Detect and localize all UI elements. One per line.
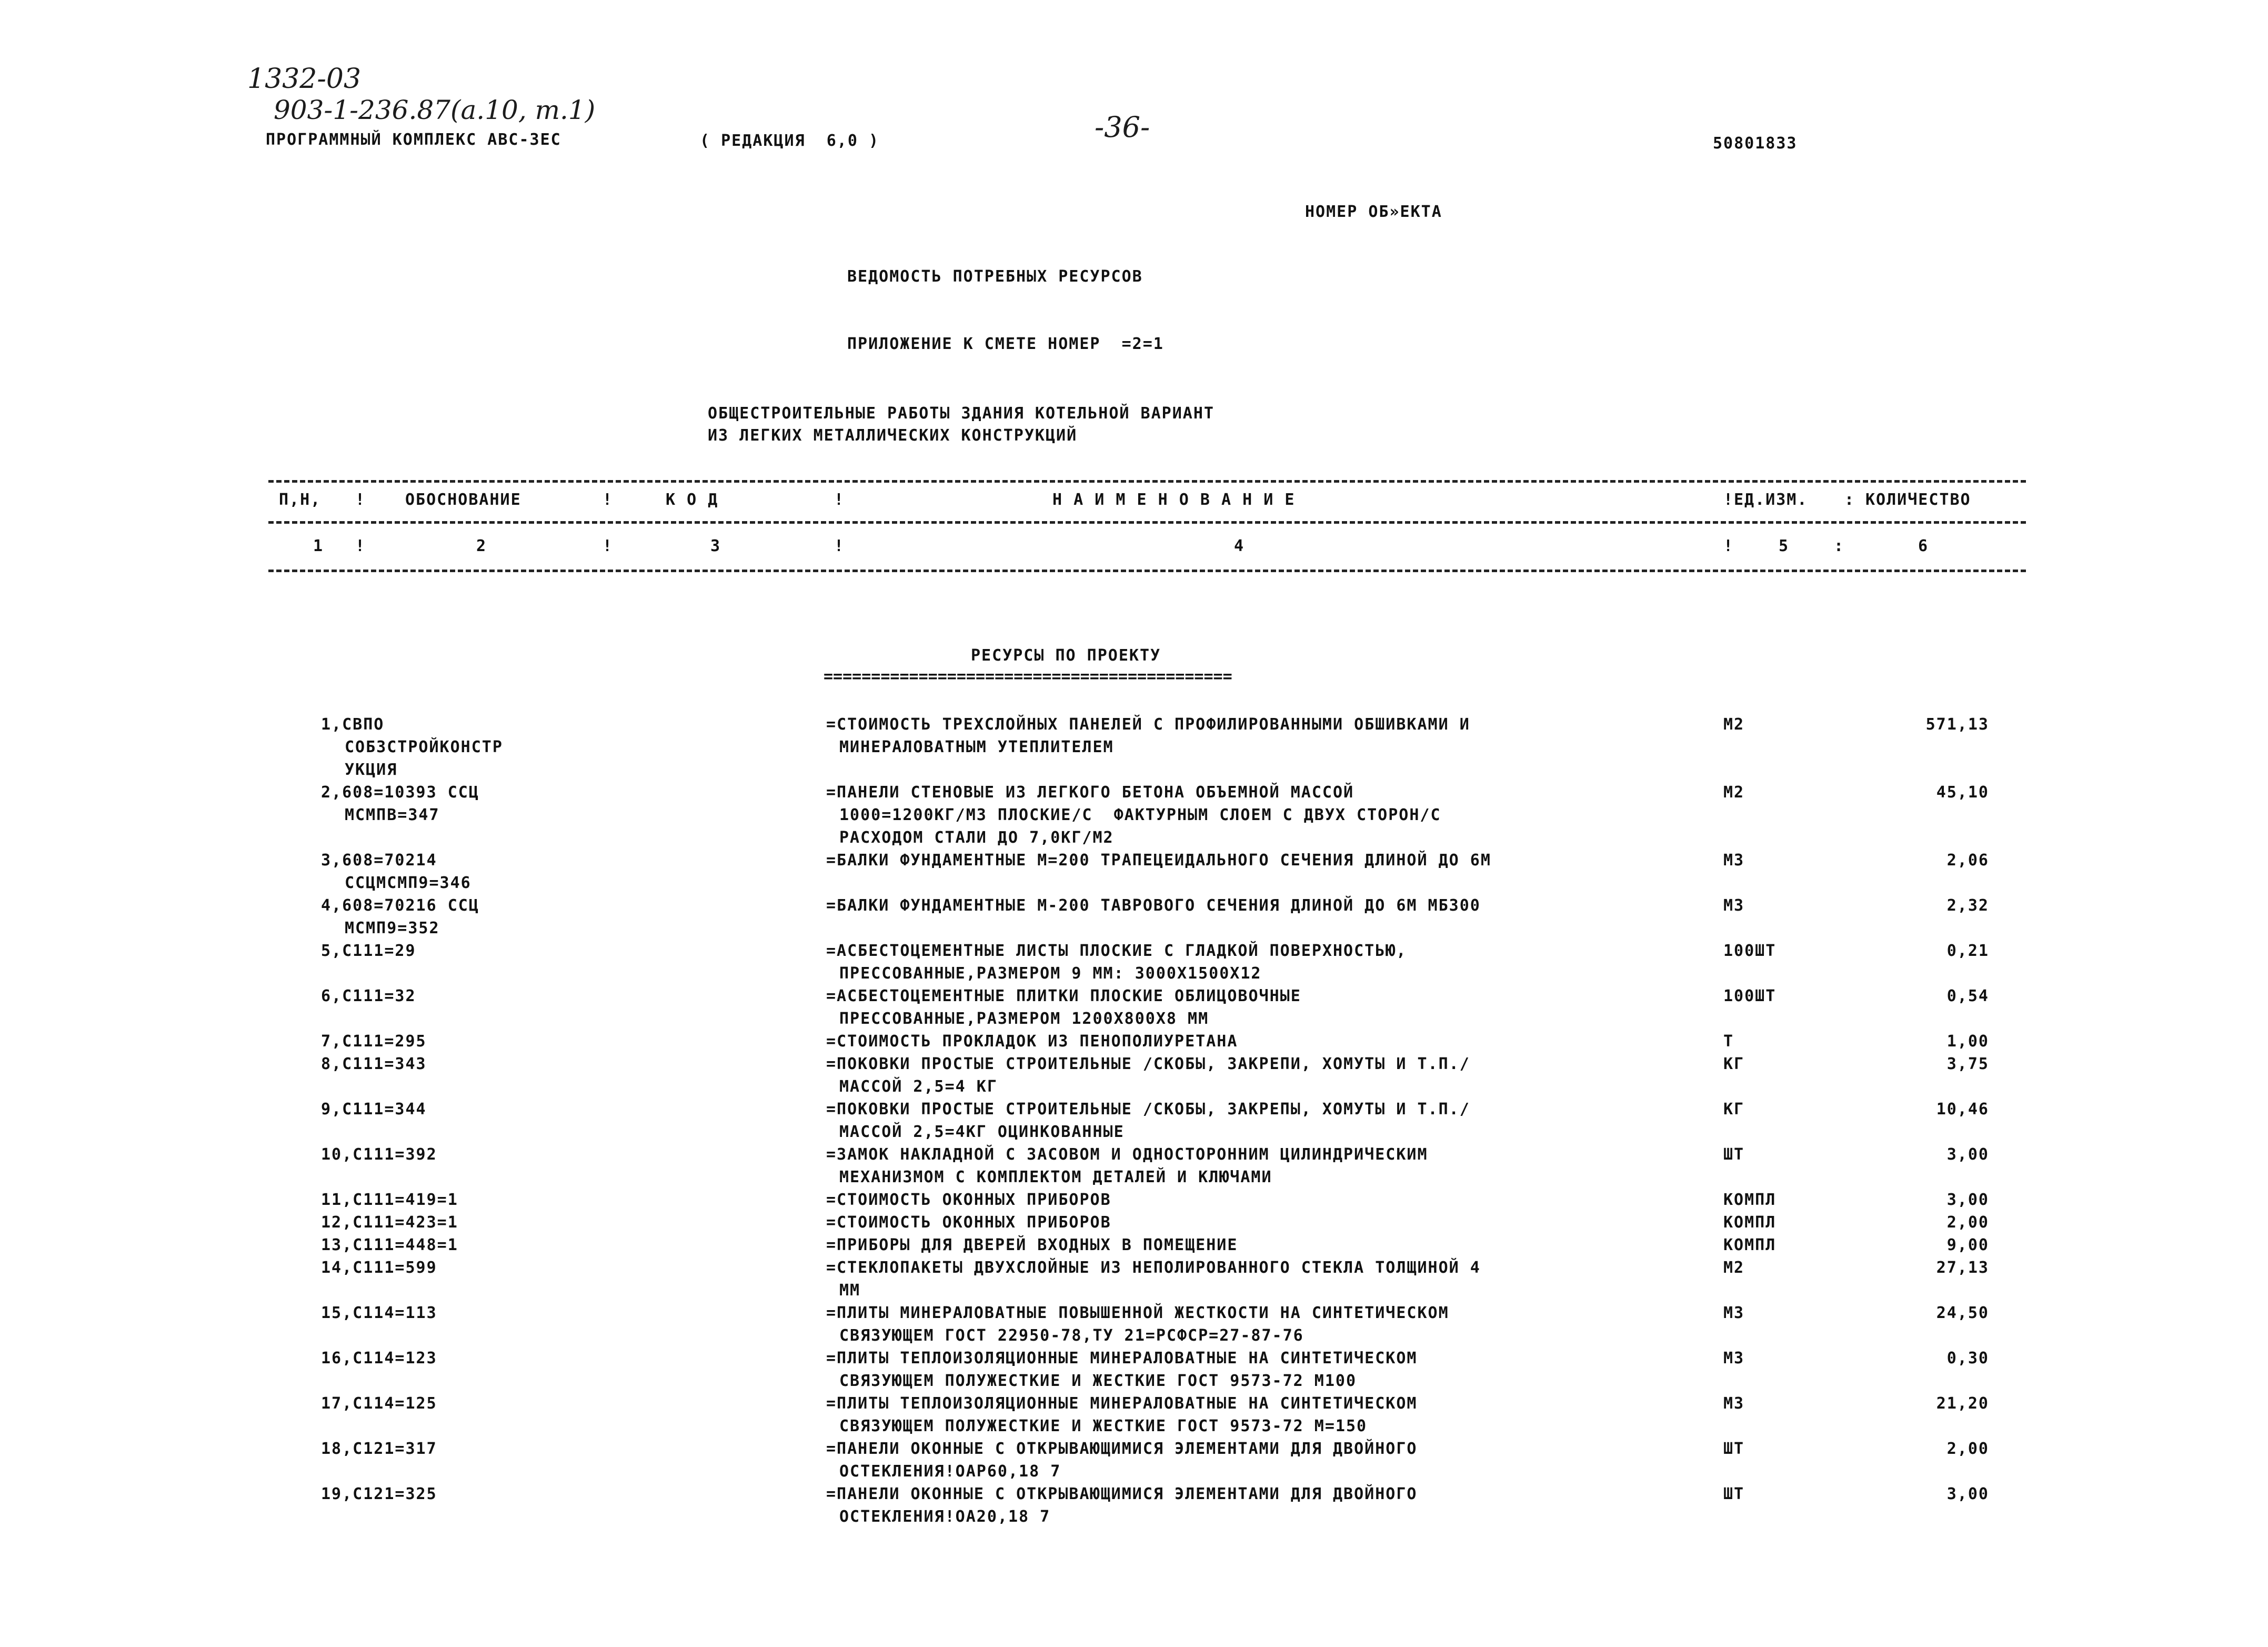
row-basis-line: 19,С121=325 bbox=[321, 1485, 437, 1503]
row-name-line: 1000=1200КГ/М3 ПЛОСКИЕ/С ФАКТУРНЫМ СЛОЕМ С ДВУХ СТОРОН/С bbox=[839, 806, 1441, 824]
row-name-line: =ЗАМОК НАКЛАДНОЙ С ЗАСОВОМ И ОДНОСТОРОННИМ ЦИЛИНДРИЧЕСКИМ bbox=[826, 1145, 1428, 1164]
row-unit: М2 bbox=[1723, 715, 1745, 734]
row-basis-line: 15,С114=113 bbox=[321, 1304, 437, 1322]
row-basis-line: МСМП9=352 bbox=[345, 919, 440, 937]
row-quantity: 10,46 bbox=[1936, 1100, 1989, 1119]
row-unit: КГ bbox=[1723, 1100, 1745, 1119]
work-description-line2: ИЗ ЛЕГКИХ МЕТАЛЛИЧЕСКИХ КОНСТРУКЦИЙ bbox=[708, 426, 1078, 445]
row-quantity: 9,00 bbox=[1946, 1236, 1989, 1254]
row-name-line: МАССОЙ 2,5=4КГ ОЦИНКОВАННЫЕ bbox=[839, 1123, 1125, 1141]
document-id: 50801833 bbox=[1713, 134, 1798, 153]
row-basis-line: 2,608=10393 ССЦ bbox=[321, 783, 479, 802]
row-number-basis bbox=[321, 940, 795, 962]
program-label: ПРОГРАММНЫЙ КОМПЛЕКС АВС-3ЕС bbox=[266, 131, 561, 149]
row-basis-line: 16,С114=123 bbox=[321, 1349, 437, 1367]
row-name-line: МИНЕРАЛОВАТНЫМ УТЕПЛИТЕЛЕМ bbox=[839, 738, 1114, 756]
row-name-line: =БАЛКИ ФУНДАМЕНТНЫЕ М-200 ТАВРОВОГО СЕЧЕНИЯ ДЛИНОЙ ДО 6М МБ300 bbox=[826, 896, 1481, 915]
row-resource-name bbox=[826, 1302, 1694, 1347]
row-name-line: =ПАНЕЛИ ОКОННЫЕ С ОТКРЫВАЮЩИМИСЯ ЭЛЕМЕНТАМИ ДЛЯ ДВОЙНОГО bbox=[826, 1485, 1418, 1503]
col-header-qty: КОЛИЧЕСТВО bbox=[1865, 491, 1971, 509]
row-basis-line: 18,С121=317 bbox=[321, 1440, 437, 1458]
row-number-basis bbox=[321, 894, 795, 940]
row-unit: КОМПЛ bbox=[1723, 1191, 1777, 1209]
row-quantity: 2,32 bbox=[1946, 896, 1989, 915]
row-basis-line: 7,С111=295 bbox=[321, 1032, 427, 1051]
table-row bbox=[0, 985, 2268, 1030]
section-underline: =========================================== bbox=[824, 667, 1232, 686]
table-row bbox=[0, 1098, 2268, 1143]
row-number-basis bbox=[321, 781, 795, 826]
row-unit: М3 bbox=[1723, 1349, 1745, 1367]
col-header-basis: ОБОСНОВАНИЕ bbox=[405, 491, 521, 509]
row-name-line: МАССОЙ 2,5=4 КГ bbox=[839, 1077, 998, 1096]
col-number-3: 3 bbox=[710, 537, 721, 555]
row-basis-line: 3,608=70214 bbox=[321, 851, 437, 870]
edition-label: ( РЕДАКЦИЯ 6,0 ) bbox=[700, 132, 880, 150]
row-basis-line: 4,608=70216 ССЦ bbox=[321, 896, 479, 915]
handwritten-project-code: 903-1-236.87(а.10, т.1) bbox=[274, 95, 596, 125]
handwritten-page-number: -36- bbox=[1095, 111, 1150, 144]
row-unit: Т bbox=[1723, 1032, 1734, 1051]
row-basis-line: 5,С111=29 bbox=[321, 942, 416, 960]
row-number-basis bbox=[321, 713, 795, 781]
row-unit: КГ bbox=[1723, 1055, 1745, 1073]
table-row bbox=[0, 1483, 2268, 1528]
row-number-basis bbox=[321, 1189, 795, 1211]
col-header-sep-3: ! bbox=[834, 491, 845, 509]
col-number-sep-3: ! bbox=[834, 537, 845, 555]
row-number-basis bbox=[321, 1256, 795, 1279]
table-row bbox=[0, 1030, 2268, 1053]
row-basis-line: 11,С111=419=1 bbox=[321, 1191, 458, 1209]
row-quantity: 3,00 bbox=[1946, 1191, 1989, 1209]
row-resource-name bbox=[826, 1256, 1694, 1302]
row-unit: М3 bbox=[1723, 1304, 1745, 1322]
row-unit: ШТ bbox=[1723, 1440, 1745, 1458]
col-header-name: Н А И М Е Н О В А Н И Е bbox=[1052, 491, 1296, 509]
row-name-line: РАСХОДОМ СТАЛИ ДО 7,0КГ/М2 bbox=[839, 829, 1114, 847]
row-quantity: 2,06 bbox=[1946, 851, 1989, 870]
row-quantity: 3,75 bbox=[1946, 1055, 1989, 1073]
row-name-line: =СТОИМОСТЬ ОКОННЫХ ПРИБОРОВ bbox=[826, 1213, 1111, 1232]
row-resource-name bbox=[826, 781, 1694, 849]
row-name-line: СВЯЗУЮЩЕМ ГОСТ 22950-78,ТУ 21=РСФСР=27-87-76 bbox=[839, 1326, 1304, 1345]
col-number-2: 2 bbox=[476, 537, 487, 555]
row-name-line: =СТОИМОСТЬ ТРЕХСЛОЙНЫХ ПАНЕЛЕЙ С ПРОФИЛИРОВАННЫМИ ОБШИВКАМИ И bbox=[826, 715, 1470, 734]
row-name-line: =ПРИБОРЫ ДЛЯ ДВЕРЕЙ ВХОДНЫХ В ПОМЕЩЕНИЕ bbox=[826, 1236, 1238, 1254]
row-resource-name bbox=[826, 1438, 1694, 1483]
table-row bbox=[0, 1211, 2268, 1234]
row-unit: М2 bbox=[1723, 783, 1745, 802]
table-row bbox=[0, 1438, 2268, 1483]
row-name-line: =ПОКОВКИ ПРОСТЫЕ СТРОИТЕЛЬНЫЕ /СКОБЫ, ЗАКРЕПИ, ХОМУТЫ И Т.П./ bbox=[826, 1055, 1470, 1073]
row-name-line: ММ bbox=[839, 1281, 861, 1300]
row-resource-name bbox=[826, 1189, 1694, 1211]
table-row bbox=[0, 849, 2268, 894]
row-number-basis bbox=[321, 1030, 795, 1053]
row-resource-name bbox=[826, 1143, 1694, 1189]
row-quantity: 0,30 bbox=[1946, 1349, 1989, 1367]
row-quantity: 571,13 bbox=[1925, 715, 1989, 734]
table-row bbox=[0, 1347, 2268, 1392]
document-title: ВЕДОМОСТЬ ПОТРЕБНЫХ РЕСУРСОВ bbox=[847, 267, 1143, 286]
row-basis-line: 6,С111=32 bbox=[321, 987, 416, 1005]
table-row bbox=[0, 781, 2268, 849]
section-title: РЕСУРСЫ ПО ПРОЕКТУ bbox=[971, 646, 1161, 665]
row-quantity: 3,00 bbox=[1946, 1145, 1989, 1164]
row-unit: 100ШТ bbox=[1723, 987, 1777, 1005]
row-name-line: =ПАНЕЛИ СТЕНОВЫЕ ИЗ ЛЕГКОГО БЕТОНА ОБЪЕМНОЙ МАССОЙ bbox=[826, 783, 1354, 802]
row-unit: КОМПЛ bbox=[1723, 1236, 1777, 1254]
col-header-pn: П,Н, bbox=[279, 491, 322, 509]
row-unit: М2 bbox=[1723, 1259, 1745, 1277]
col-number-6: 6 bbox=[1918, 537, 1929, 555]
col-header-unit: ЕД.ИЗМ. bbox=[1734, 491, 1808, 509]
row-number-basis bbox=[321, 1211, 795, 1234]
row-unit: М3 bbox=[1723, 1394, 1745, 1413]
row-unit: М3 bbox=[1723, 851, 1745, 870]
row-basis-line: 17,С114=125 bbox=[321, 1394, 437, 1413]
row-name-line: =ПЛИТЫ ТЕПЛОИЗОЛЯЦИОННЫЕ МИНЕРАЛОВАТНЫЕ НА СИНТЕТИЧЕСКОМ bbox=[826, 1349, 1418, 1367]
row-resource-name bbox=[826, 1211, 1694, 1234]
row-name-line: =ПОКОВКИ ПРОСТЫЕ СТРОИТЕЛЬНЫЕ /СКОБЫ, ЗАКРЕПЫ, ХОМУТЫ И Т.П./ bbox=[826, 1100, 1470, 1119]
row-number-basis bbox=[321, 1053, 795, 1075]
row-name-line: ОСТЕКЛЕНИЯ!ОАР60,18 7 bbox=[839, 1462, 1061, 1481]
row-number-basis bbox=[321, 1234, 795, 1256]
col-number-sep-1: ! bbox=[355, 537, 366, 555]
col-header-sep-4: ! bbox=[1723, 491, 1734, 509]
row-name-line: СВЯЗУЮЩЕМ ПОЛУЖЕСТКИЕ И ЖЕСТКИЕ ГОСТ 9573-72 М100 bbox=[839, 1372, 1357, 1390]
row-name-line: МЕХАНИЗМОМ С КОМПЛЕКТОМ ДЕТАЛЕЙ И КЛЮЧАМИ bbox=[839, 1168, 1272, 1186]
handwritten-archive-number: 1332-03 bbox=[247, 63, 362, 95]
row-unit: 100ШТ bbox=[1723, 942, 1777, 960]
table-row bbox=[0, 713, 2268, 781]
row-name-line: =АСБЕСТОЦЕМЕНТНЫЕ ЛИСТЫ ПЛОСКИЕ С ГЛАДКОЙ ПОВЕРХНОСТЬЮ, bbox=[826, 942, 1407, 960]
row-quantity: 0,21 bbox=[1946, 942, 1989, 960]
row-name-line: =БАЛКИ ФУНДАМЕНТНЫЕ М=200 ТРАПЕЦЕИДАЛЬНОГО СЕЧЕНИЯ ДЛИНОЙ ДО 6М bbox=[826, 851, 1491, 870]
row-number-basis bbox=[321, 849, 795, 894]
row-resource-name bbox=[826, 713, 1694, 758]
row-name-line: =СТОИМОСТЬ ОКОННЫХ ПРИБОРОВ bbox=[826, 1191, 1111, 1209]
row-name-line: =ПЛИТЫ МИНЕРАЛОВАТНЫЕ ПОВЫШЕННОЙ ЖЕСТКОСТИ НА СИНТЕТИЧЕСКОМ bbox=[826, 1304, 1449, 1322]
row-basis-line: 1,СВПО bbox=[321, 715, 385, 734]
row-quantity: 24,50 bbox=[1936, 1304, 1989, 1322]
row-resource-name bbox=[826, 1234, 1694, 1256]
row-basis-line: 8,С111=343 bbox=[321, 1055, 427, 1073]
row-name-line: ОСТЕКЛЕНИЯ!ОА20,18 7 bbox=[839, 1508, 1051, 1526]
col-number-5: 5 bbox=[1779, 537, 1790, 555]
row-name-line: =СТОИМОСТЬ ПРОКЛАДОК ИЗ ПЕНОПОЛИУРЕТАНА bbox=[826, 1032, 1238, 1051]
table-row bbox=[0, 1234, 2268, 1256]
row-name-line: =СТЕКЛОПАКЕТЫ ДВУХСЛОЙНЫЕ ИЗ НЕПОЛИРОВАННОГО СТЕКЛА ТОЛЩИНОЙ 4 bbox=[826, 1259, 1481, 1277]
row-number-basis bbox=[321, 1392, 795, 1415]
table-row bbox=[0, 1392, 2268, 1438]
appendix-label: ПРИЛОЖЕНИЕ К СМЕТЕ НОМЕР =2=1 bbox=[847, 335, 1164, 353]
row-quantity: 45,10 bbox=[1936, 783, 1989, 802]
row-name-line: =АСБЕСТОЦЕМЕНТНЫЕ ПЛИТКИ ПЛОСКИЕ ОБЛИЦОВОЧНЫЕ bbox=[826, 987, 1301, 1005]
row-name-line: ПРЕССОВАННЫЕ,РАЗМЕРОМ 9 ММ: 3000Х1500Х12 bbox=[839, 964, 1262, 983]
row-resource-name bbox=[826, 985, 1694, 1030]
table-row bbox=[0, 1256, 2268, 1302]
row-quantity: 27,13 bbox=[1936, 1259, 1989, 1277]
row-quantity: 0,54 bbox=[1946, 987, 1989, 1005]
row-basis-line: СОБЗСТРОЙКОНСТР bbox=[345, 738, 503, 756]
row-number-basis bbox=[321, 1143, 795, 1166]
resource-table bbox=[0, 713, 2268, 1528]
table-row bbox=[0, 1189, 2268, 1211]
row-resource-name bbox=[826, 1030, 1694, 1053]
row-basis-line: 14,С111=599 bbox=[321, 1259, 437, 1277]
row-basis-line: ССЦМСМП9=346 bbox=[345, 874, 471, 892]
row-name-line: ПРЕССОВАННЫЕ,РАЗМЕРОМ 1200Х800Х8 ММ bbox=[839, 1010, 1209, 1028]
row-basis-line: 9,С111=344 bbox=[321, 1100, 427, 1119]
row-basis-line: 13,С111=448=1 bbox=[321, 1236, 458, 1254]
row-name-line: =ПЛИТЫ ТЕПЛОИЗОЛЯЦИОННЫЕ МИНЕРАЛОВАТНЫЕ НА СИНТЕТИЧЕСКОМ bbox=[826, 1394, 1418, 1413]
header-rule-bottom bbox=[268, 570, 2026, 572]
row-resource-name bbox=[826, 1347, 1694, 1392]
row-quantity: 1,00 bbox=[1946, 1032, 1989, 1051]
row-unit: КОМПЛ bbox=[1723, 1213, 1777, 1232]
col-header-sep-1: ! bbox=[355, 491, 366, 509]
row-resource-name bbox=[826, 1392, 1694, 1438]
row-number-basis bbox=[321, 1483, 795, 1505]
row-quantity: 2,00 bbox=[1946, 1440, 1989, 1458]
row-name-line: СВЯЗУЮЩЕМ ПОЛУЖЕСТКИЕ И ЖЕСТКИЕ ГОСТ 9573-72 М=150 bbox=[839, 1417, 1368, 1435]
col-number-sep-5: : bbox=[1834, 537, 1845, 555]
header-rule-middle bbox=[268, 521, 2026, 524]
row-resource-name bbox=[826, 940, 1694, 985]
header-rule-top bbox=[268, 480, 2026, 483]
row-resource-name bbox=[826, 1098, 1694, 1143]
col-number-sep-4: ! bbox=[1723, 537, 1734, 555]
table-row bbox=[0, 1053, 2268, 1098]
row-quantity: 3,00 bbox=[1946, 1485, 1989, 1503]
row-number-basis bbox=[321, 1302, 795, 1324]
row-name-line: =ПАНЕЛИ ОКОННЫЕ С ОТКРЫВАЮЩИМИСЯ ЭЛЕМЕНТАМИ ДЛЯ ДВОЙНОГО bbox=[826, 1440, 1418, 1458]
col-number-sep-2: ! bbox=[603, 537, 614, 555]
row-resource-name bbox=[826, 849, 1694, 872]
table-row bbox=[0, 894, 2268, 940]
row-number-basis bbox=[321, 1098, 795, 1121]
row-unit: ШТ bbox=[1723, 1145, 1745, 1164]
table-row bbox=[0, 1302, 2268, 1347]
row-basis-line: 10,С111=392 bbox=[321, 1145, 437, 1164]
col-header-sep-2: ! bbox=[603, 491, 614, 509]
row-quantity: 21,20 bbox=[1936, 1394, 1989, 1413]
table-row bbox=[0, 940, 2268, 985]
row-number-basis bbox=[321, 1438, 795, 1460]
row-resource-name bbox=[826, 1053, 1694, 1098]
work-description-line1: ОБЩЕСТРОИТЕЛЬНЫЕ РАБОТЫ ЗДАНИЯ КОТЕЛЬНОЙ ВАРИАНТ bbox=[708, 404, 1215, 423]
row-unit: ШТ bbox=[1723, 1485, 1745, 1503]
row-basis-line: МСМПВ=347 bbox=[345, 806, 440, 824]
row-unit: М3 bbox=[1723, 896, 1745, 915]
row-basis-line: 12,С111=423=1 bbox=[321, 1213, 458, 1232]
object-number-label: НОМЕР ОБ»ЕКТА bbox=[1305, 203, 1442, 221]
col-number-1: 1 bbox=[313, 537, 324, 555]
table-row bbox=[0, 1143, 2268, 1189]
row-resource-name bbox=[826, 1483, 1694, 1528]
row-quantity: 2,00 bbox=[1946, 1213, 1989, 1232]
row-resource-name bbox=[826, 894, 1694, 917]
col-header-sep-5: : bbox=[1844, 491, 1855, 509]
row-basis-line: УКЦИЯ bbox=[345, 761, 398, 779]
row-number-basis bbox=[321, 985, 795, 1007]
col-header-code: К О Д bbox=[666, 491, 719, 509]
col-number-4: 4 bbox=[1234, 537, 1245, 555]
row-number-basis bbox=[321, 1347, 795, 1370]
